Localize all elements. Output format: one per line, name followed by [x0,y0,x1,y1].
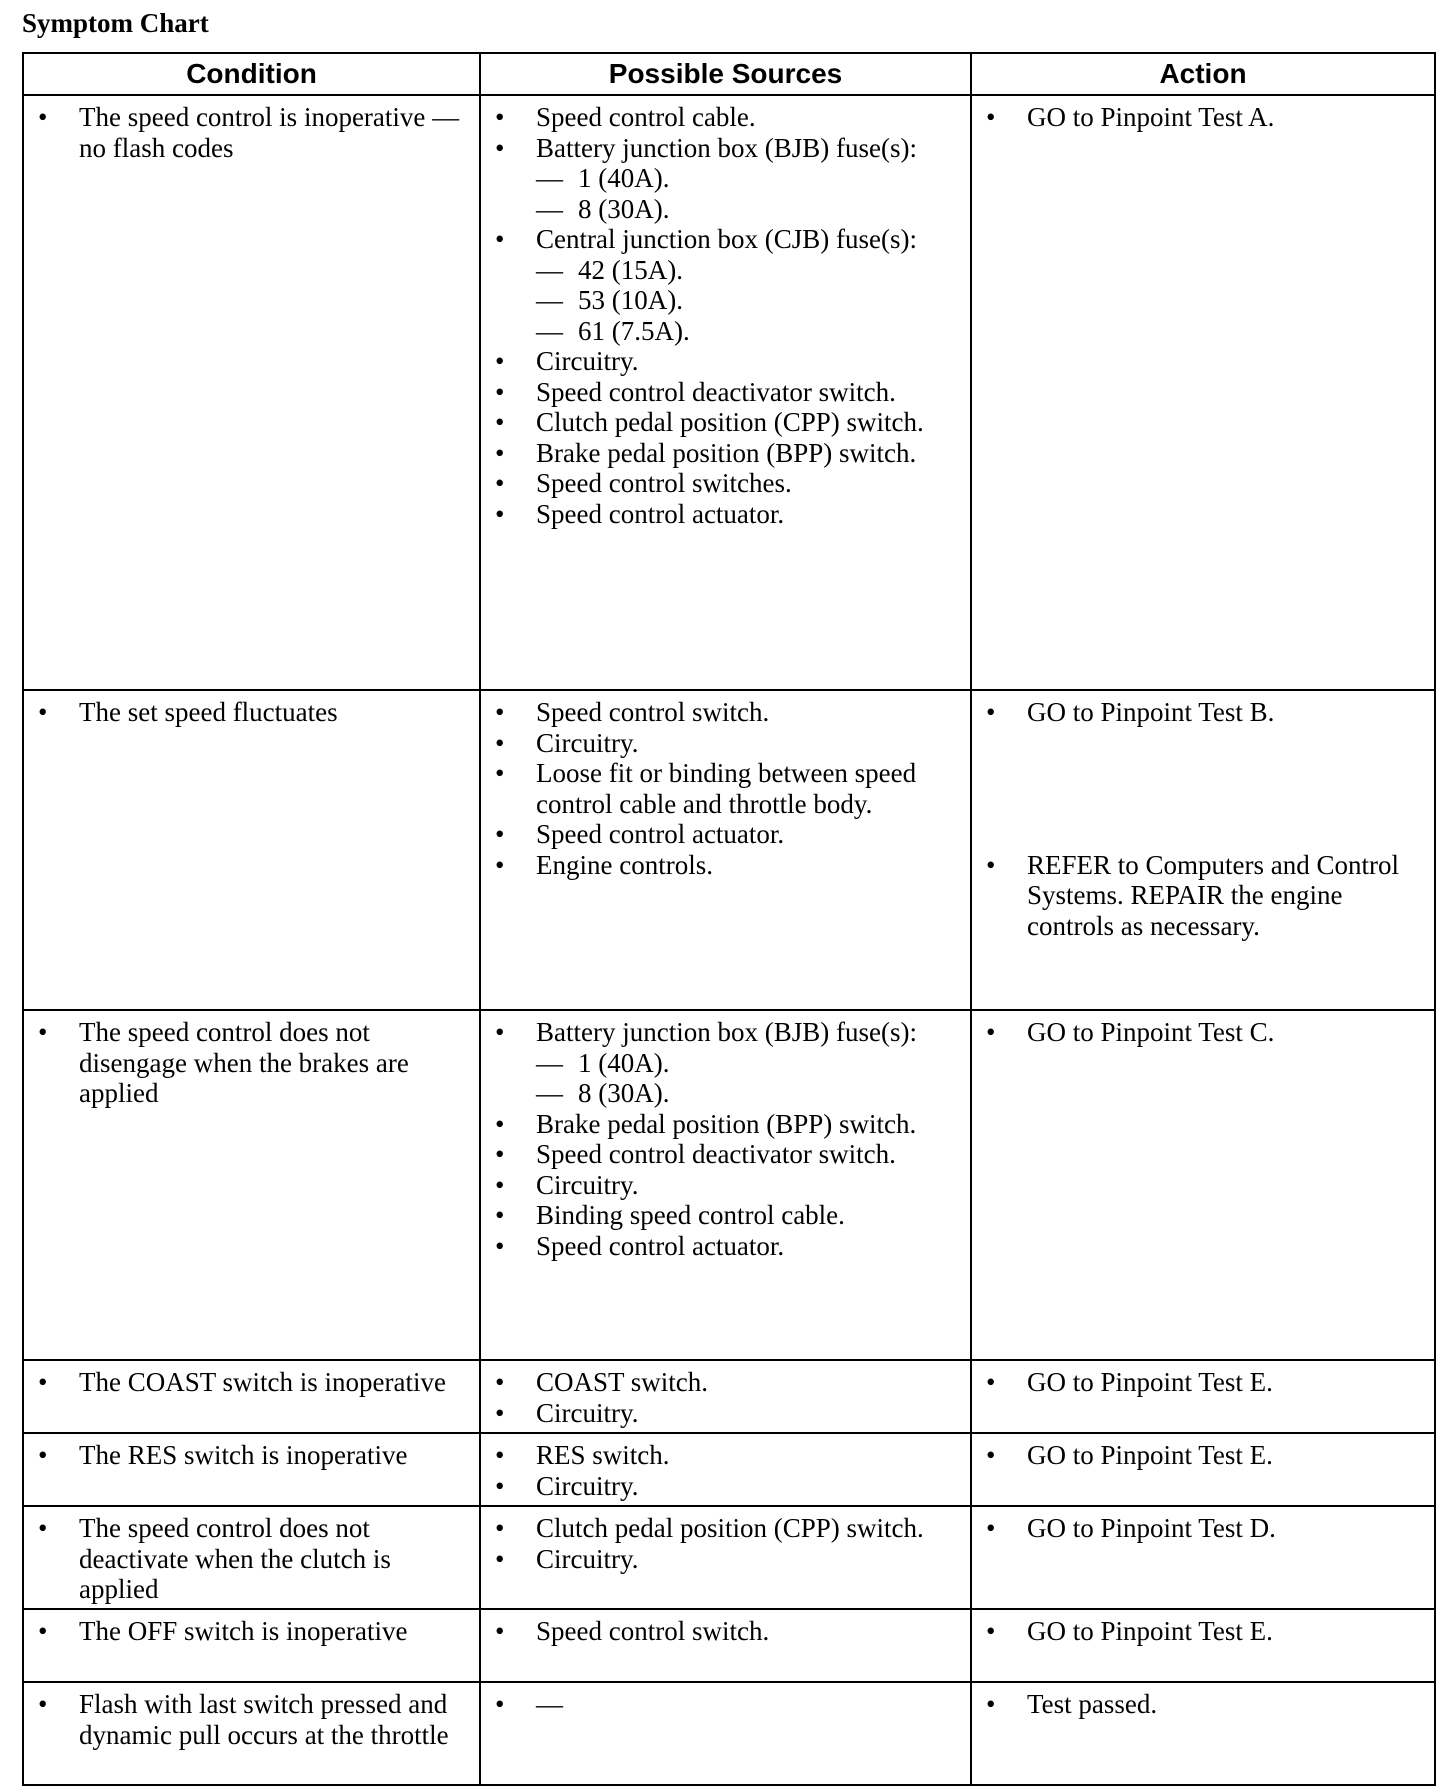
table-row [23,1433,1435,1506]
condition-text: The COAST switch is inoperative [79,1367,446,1397]
list-item [491,1231,962,1262]
condition-text: The speed control is inoperative — no flash codes [79,102,460,163]
table-row [23,1360,1435,1433]
bullet: • [495,1017,505,1047]
source-text: Circuitry. [536,1397,639,1428]
list-item [491,1200,962,1231]
sources-cell [480,1433,971,1506]
bullet: • [986,849,996,880]
source-text: Engine controls. [536,849,713,880]
bullet: • [986,697,996,727]
header-possible-sources: Possible Sources [480,53,971,95]
bullet: • [495,727,505,758]
list-item [491,1689,962,1720]
action-text: GO to Pinpoint Test C. [1027,1017,1275,1047]
sources-cell [480,690,971,1010]
dash: — [536,285,563,315]
bullet: • [495,1200,505,1230]
symptom-chart-table [22,52,1436,1786]
sources-cell [480,1682,971,1785]
list-item [491,1398,962,1429]
bullet: • [495,1367,505,1397]
list-item [982,1689,1426,1720]
table-row [23,95,1435,690]
header-action: Action [971,53,1435,95]
bullet: • [38,1616,48,1646]
bullet: • [495,132,505,163]
bullet: • [38,697,48,727]
bullet: • [986,1440,996,1470]
spacer [982,728,1426,850]
condition-cell [23,95,480,690]
sub-item-text: 1 (40A). [578,163,670,193]
list-item [982,697,1426,728]
list-item [491,499,962,530]
bullet: • [495,407,505,437]
sub-item-text: 42 (15A). [578,254,683,285]
condition-text: The speed control does not deactivate when the clutch is applied [79,1513,391,1604]
bullet: • [986,102,996,132]
list-item [491,819,962,850]
bullet: • [495,376,505,407]
list-item [34,102,471,163]
bullet: • [38,102,48,132]
bullet: • [38,1017,48,1047]
bullet: • [495,1108,505,1139]
table-row [23,1506,1435,1609]
source-text: Speed control switch. [536,697,770,727]
source-text: Loose fit or binding between speed control cable and throttle body. [536,758,917,819]
bullet: • [495,1689,505,1719]
bullet: • [986,1513,996,1543]
source-text: Speed control switches. [536,468,792,498]
action-text: GO to Pinpoint Test E. [1027,1367,1273,1397]
sub-item [491,1078,962,1109]
action-cell [971,95,1435,690]
condition-text: The OFF switch is inoperative [79,1616,408,1646]
list-item [491,1440,962,1471]
list-item [34,697,471,728]
source-text: Circuitry. [536,346,639,376]
bullet: • [495,1169,505,1200]
list-item [491,377,962,408]
header-condition: Condition [23,53,480,95]
bullet: • [495,1440,505,1470]
list-item [982,102,1426,133]
action-text: Test passed. [1027,1689,1158,1719]
sub-item [491,194,962,225]
source-text: COAST switch. [536,1367,709,1397]
sub-item-text: 1 (40A). [578,1047,670,1078]
list-item [491,407,962,438]
list-item [491,438,962,469]
dash: — [536,1047,563,1078]
action-cell [971,1010,1435,1360]
sources-cell [480,1506,971,1609]
dash: — [536,315,563,346]
table-row [23,1609,1435,1682]
dash: — [536,1078,563,1108]
table-row [23,690,1435,1010]
condition-text: The RES switch is inoperative [79,1440,408,1470]
dash: — [536,193,563,224]
list-item [982,1017,1426,1048]
source-text: Clutch pedal position (CPP) switch. [536,407,924,437]
action-cell [971,690,1435,1010]
source-text: Brake pedal position (BPP) switch. [536,1108,917,1139]
bullet: • [38,1513,48,1543]
bullet: • [495,224,505,254]
list-item [491,1367,962,1398]
action-text: GO to Pinpoint Test E. [1027,1440,1273,1470]
source-text: Central junction box (CJB) fuse(s): [536,224,917,254]
sub-item [491,163,962,194]
source-text: Speed control actuator. [536,498,785,529]
list-item [491,1017,962,1048]
bullet: • [495,697,505,727]
list-item [491,1109,962,1140]
source-text: Brake pedal position (BPP) switch. [536,437,917,468]
action-text: GO to Pinpoint Test B. [1027,697,1275,727]
condition-cell [23,690,480,1010]
sub-item [491,316,962,347]
bullet: • [986,1367,996,1397]
list-item [491,850,962,881]
list-item [491,1170,962,1201]
bullet: • [495,849,505,880]
list-item [34,1513,471,1605]
bullet: • [38,1440,48,1470]
dash: — [536,163,563,193]
source-text: — [536,1689,563,1719]
sub-item [491,1048,962,1079]
bullet: • [495,1513,505,1543]
sub-item-text: 53 (10A). [578,285,683,315]
list-item [491,1139,962,1170]
list-item [34,1616,471,1647]
bullet: • [495,1139,505,1169]
header-row [23,53,1435,95]
condition-cell [23,1360,480,1433]
sub-item [491,255,962,286]
list-item [34,1440,471,1471]
sub-item-text: 8 (30A). [578,193,670,224]
table-row [23,1682,1435,1785]
sources-cell [480,1360,971,1433]
list-item [491,346,962,377]
source-text: Circuitry. [536,1169,639,1200]
sources-cell [480,1609,971,1682]
condition-cell [23,1609,480,1682]
condition-text: The set speed fluctuates [79,697,338,727]
list-item [491,468,962,499]
condition-cell [23,1433,480,1506]
action-text: GO to Pinpoint Test D. [1027,1513,1276,1543]
bullet: • [495,437,505,468]
list-item [982,1616,1426,1647]
list-item [982,1440,1426,1471]
list-item [491,1513,962,1544]
list-item [491,1616,962,1647]
source-text: Speed control deactivator switch. [536,1139,896,1169]
table-row [23,1010,1435,1360]
list-item [491,1471,962,1502]
list-item [982,1367,1426,1398]
bullet: • [495,1397,505,1428]
bullet: • [38,1367,48,1397]
source-text: Circuitry. [536,1543,639,1574]
list-item [491,224,962,255]
action-text: REFER to Computers and Control Systems. REPAIR the engine controls as necessary. [1027,849,1400,941]
bullet: • [986,1689,996,1719]
source-text: RES switch. [536,1440,670,1470]
list-item [491,697,962,728]
source-text: Clutch pedal position (CPP) switch. [536,1513,924,1543]
bullet: • [495,1543,505,1574]
sub-item-text: 8 (30A). [578,1078,670,1108]
bullet: • [495,758,505,788]
source-text: Speed control switch. [536,1616,770,1646]
list-item [491,728,962,759]
source-text: Circuitry. [536,727,639,758]
source-text: Speed control cable. [536,102,756,132]
list-item [34,1017,471,1109]
dash: — [536,254,563,285]
bullet: • [495,102,505,132]
condition-text: The speed control does not disengage when the brakes are applied [79,1017,409,1108]
bullet: • [495,498,505,529]
source-text: Speed control actuator. [536,1230,785,1261]
bullet: • [495,346,505,376]
condition-text: Flash with last switch pressed and dynamic pull occurs at the throttle [79,1689,449,1750]
sub-item-text: 61 (7.5A). [578,315,690,346]
bullet: • [986,1616,996,1646]
action-cell [971,1609,1435,1682]
source-text: Binding speed control cable. [536,1200,845,1230]
list-item [982,1513,1426,1544]
action-text: GO to Pinpoint Test A. [1027,102,1275,132]
sub-item [491,285,962,316]
action-cell [971,1360,1435,1433]
bullet: • [495,1230,505,1261]
bullet: • [38,1689,48,1719]
bullet: • [495,1470,505,1501]
list-item [491,102,962,133]
list-item [491,133,962,164]
source-text: Speed control deactivator switch. [536,376,896,407]
action-cell [971,1433,1435,1506]
source-text: Battery junction box (BJB) fuse(s): [536,1017,917,1047]
sources-cell [480,95,971,690]
list-item [491,758,962,819]
bullet: • [495,468,505,498]
sources-cell [480,1010,971,1360]
list-item [491,1544,962,1575]
source-text: Speed control actuator. [536,819,785,849]
list-item [34,1689,471,1750]
condition-cell [23,1682,480,1785]
list-item [982,850,1426,942]
bullet: • [986,1017,996,1047]
source-text: Circuitry. [536,1470,639,1501]
list-item [34,1367,471,1398]
bullet: • [495,819,505,849]
action-cell [971,1506,1435,1609]
source-text: Battery junction box (BJB) fuse(s): [536,132,917,163]
bullet: • [495,1616,505,1646]
page-title: Symptom Chart [22,8,209,38]
condition-cell [23,1506,480,1609]
action-cell [971,1682,1435,1785]
condition-cell [23,1010,480,1360]
action-text: GO to Pinpoint Test E. [1027,1616,1273,1646]
